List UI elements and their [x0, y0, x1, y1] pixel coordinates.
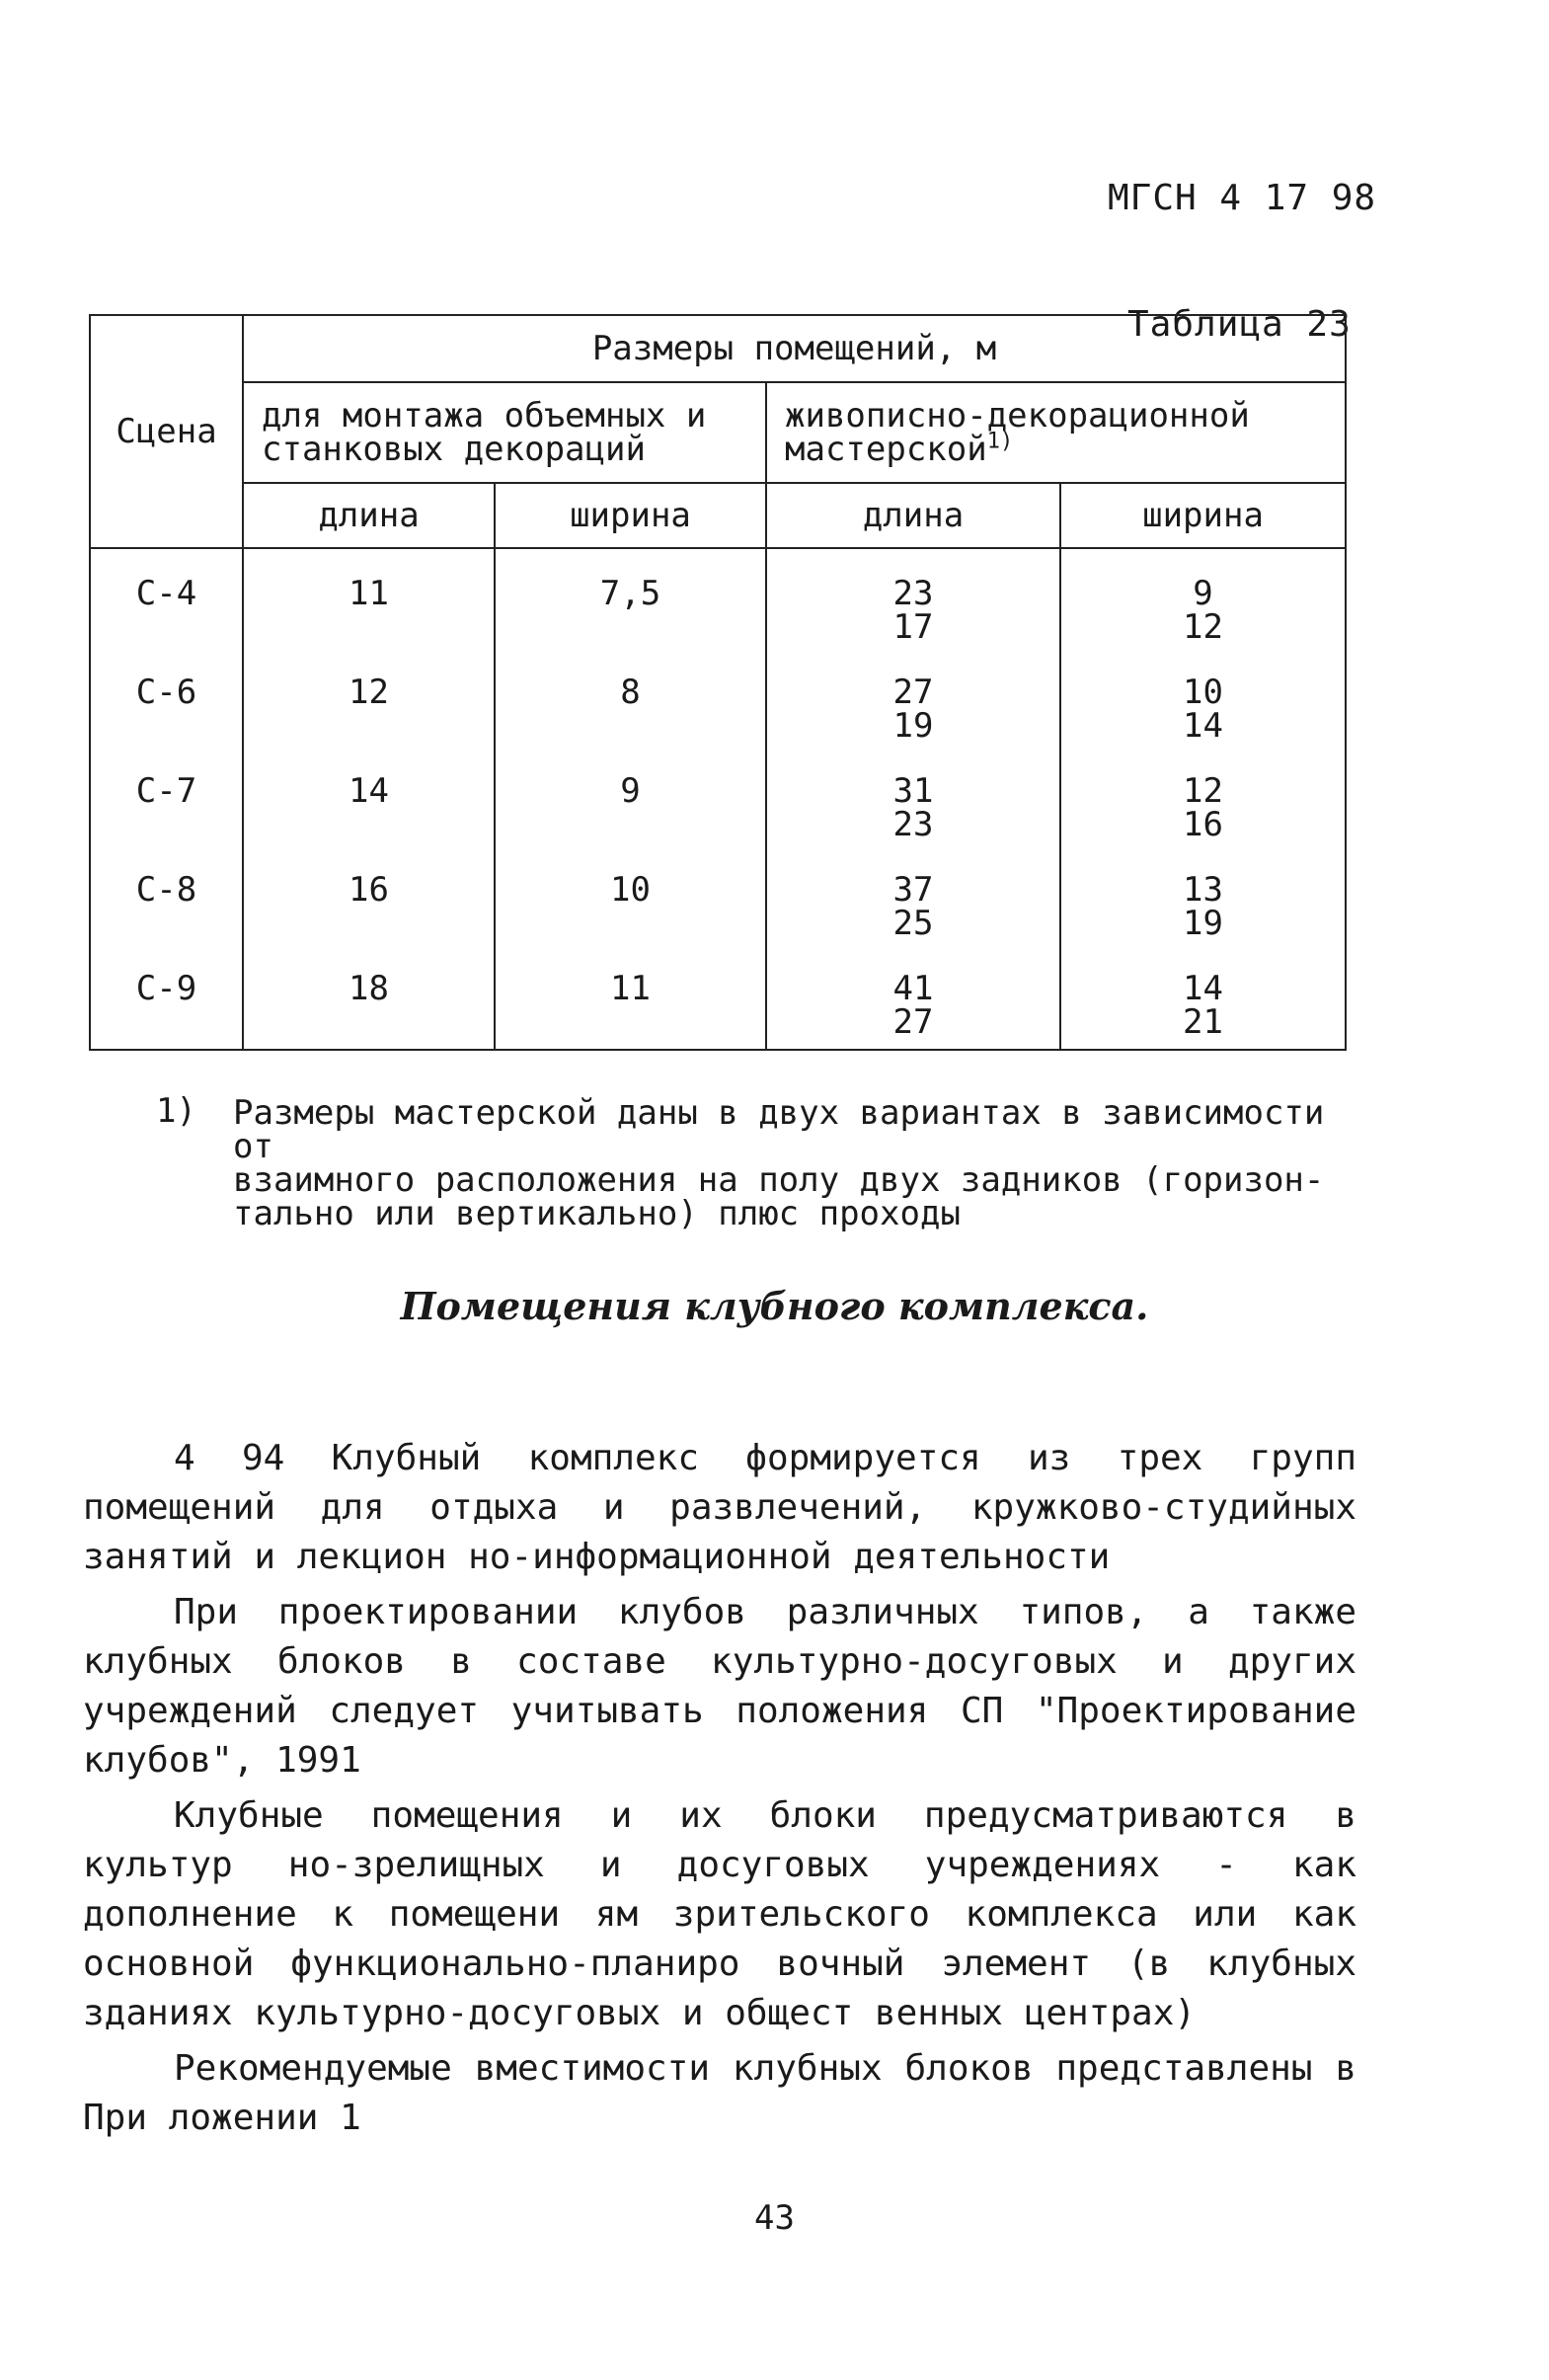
paragraph: При проектировании клубов различных типов, а также клубных блоков в составе культурно-досуговых и других учреждений следует учитывать положения СП "Проектирование клубов", 1991: [83, 1592, 1356, 1781]
header-width-mounting: ширина: [495, 483, 766, 548]
body-text: [83, 1434, 1356, 2149]
table-row: [90, 873, 1346, 972]
cell-workshop-width: 9 12: [1060, 548, 1346, 675]
cell-scene: С-7: [90, 774, 243, 873]
document-code: МГСН 4 17 98: [1108, 178, 1377, 218]
header-group-title: Размеры помещений, м: [243, 315, 1346, 382]
cell-workshop-width: 12 16: [1060, 774, 1346, 873]
header-length-mounting: длина: [243, 483, 495, 548]
footnote-line: тально или вертикально) плюс проходы: [233, 1194, 961, 1233]
table-label: Таблица 23: [1127, 304, 1352, 345]
paragraph: 4 94 Клубный комплекс формируется из трех групп помещений для отдыха и развлечений, кружково-студийных занятий и лекцион но-информационной деятельности: [83, 1438, 1356, 1577]
cell-mount-width: 9: [495, 774, 766, 873]
cell-scene: С-6: [90, 675, 243, 774]
footnote-line: взаимного расположения на полу двух задников (горизон-: [233, 1160, 1325, 1200]
cell-mount-width: 7,5: [495, 548, 766, 675]
cell-scene: С-8: [90, 873, 243, 972]
table-row: [90, 972, 1346, 1050]
cell-workshop-width: 14 21: [1060, 972, 1346, 1050]
section-title: Помещения клубного комплекса.: [400, 1284, 1149, 1328]
cell-workshop-width: 13 19: [1060, 873, 1346, 972]
paragraph: Клубные помещения и их блоки предусматриваются в культур но-зрелищных и досуговых учреждениях - как дополнение к помещени ям зрительского комплекса или как основной функционально-планиро вочный элемент (в клубных зданиях культурно-досуговых и общест венных центрах): [83, 1795, 1356, 2033]
cell-mount-length: 18: [243, 972, 495, 1050]
cell-scene: С-9: [90, 972, 243, 1050]
cell-workshop-length: 37 25: [766, 873, 1060, 972]
header-subgroup-mounting: для монтажа объемных и станковых декораций: [243, 382, 766, 483]
cell-mount-width: 11: [495, 972, 766, 1050]
header-width-workshop: ширина: [1060, 483, 1346, 548]
footnote-line: Размеры мастерской даны в двух вариантах в зависимости от: [233, 1093, 1325, 1166]
cell-mount-length: 14: [243, 774, 495, 873]
table-row: [90, 675, 1346, 774]
header-length-workshop: длина: [766, 483, 1060, 548]
table-row: [90, 774, 1346, 873]
cell-mount-length: 11: [243, 548, 495, 675]
dimensions-table: [89, 314, 1347, 1051]
paragraph: Рекомендуемые вместимости клубных блоков представлены в При ложении 1: [83, 2048, 1356, 2138]
cell-workshop-length: 27 19: [766, 675, 1060, 774]
cell-mount-width: 8: [495, 675, 766, 774]
cell-workshop-width: 10 14: [1060, 675, 1346, 774]
cell-mount-length: 12: [243, 675, 495, 774]
cell-workshop-length: 41 27: [766, 972, 1060, 1050]
table-row: [90, 548, 1346, 675]
cell-workshop-length: 31 23: [766, 774, 1060, 873]
page-number: 43: [754, 2198, 795, 2238]
cell-mount-length: 16: [243, 873, 495, 972]
footnote-mark: 1): [156, 1091, 196, 1131]
footnote-ref: 1): [986, 429, 1014, 454]
header-subgroup-workshop: живописно-декорационной мастерской$^{1)}$: [766, 382, 1346, 483]
cell-mount-width: 10: [495, 873, 766, 972]
footnote: [233, 1093, 1355, 1233]
cell-scene: С-4: [90, 548, 243, 675]
header-scene: Сцена: [90, 315, 243, 548]
cell-workshop-length: 23 17: [766, 548, 1060, 675]
